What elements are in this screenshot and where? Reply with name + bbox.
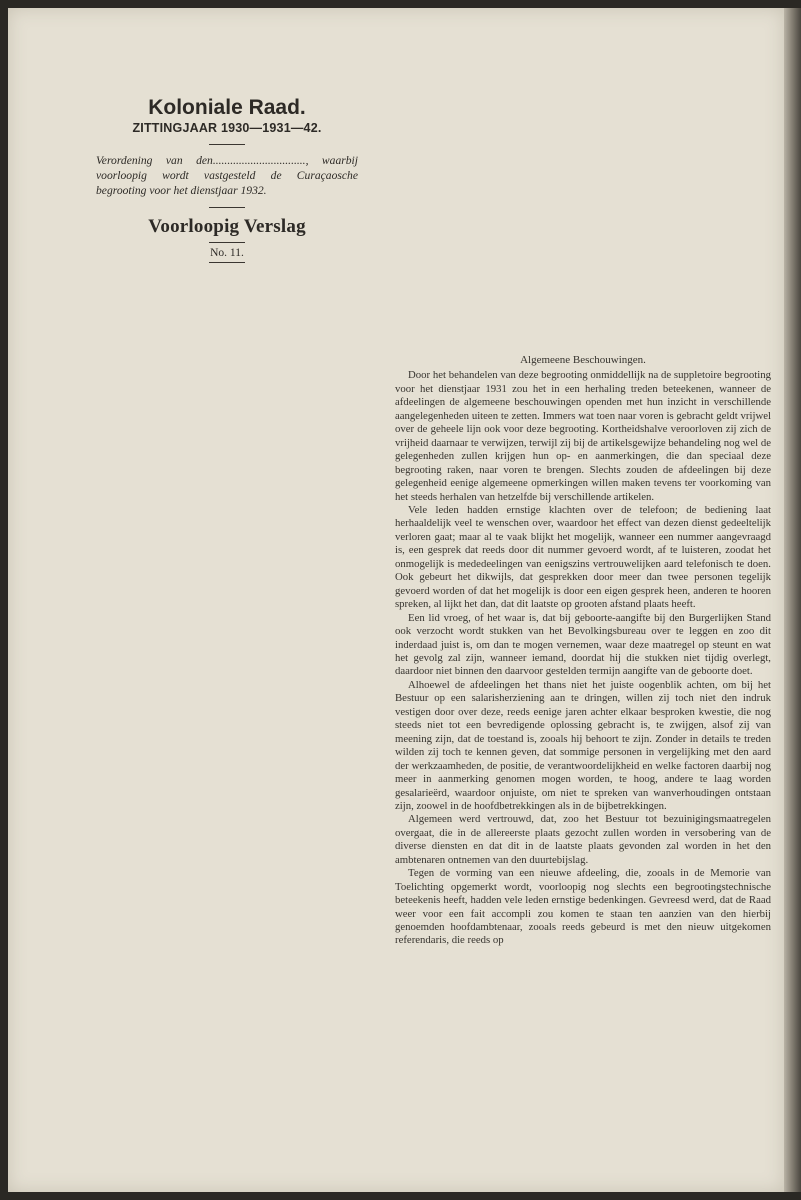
divider [209, 144, 245, 145]
paragraph: Vele leden hadden ernstige klachten over de telefoon; de bediening laat herhaaldelijk veel te wenschen over, waardoor het effect van dezen dienst gedeeltelijk verloren gaat; maar al te vaak blijkt het mogelijk, wanneer een nummer aangevraagd is, een gesprek dat reeds door dit nummer gevoerd wordt, af te luisteren, zoodat het onmogelijk is mededeelingen van eenigszins vertrouwelijken aard telefonisch te doen. Ook gebeurt het dikwijls, dat gesprekken door meer dan twee personen tegelijk gevoerd worden of dat het mogelijk is door een eigen gesprek heen, anderen te hooren spreken, al lijkt het dan, dat dit laatste op grooten afstand plaats heeft. [395, 503, 771, 611]
session-year: ZITTINGJAAR 1930—1931—42. [132, 121, 322, 135]
paragraph: Door het behandelen van deze begrooting onmiddellijk na de suppletoire begrooting voor het dienstjaar 1931 zou het in een herhaling treden beteekenen, wanneer de afdeelingen de algemeene beschouwingen openden met hun inzicht in verschillende aangelegenheden uiteen te zetten. Immers wat toen naar voren is gebracht geldt vrijwel over de geheele lijn ook voor deze begrooting. Kortheidshalve veroorloven zij zich de vrijheid daarnaar te verwijzen, terwijl zij bij de artikelsgewijze behandeling nog wel de gelegenheden zullen krijgen hun op- en aanmerkingen, die dan speciaal deze begrooting raken, naar voren te brengen. Slechts zouden de afdeelingen bij deze gelegenheid eenige algemeene opmerkingen willen maken tevens ter voorkoming van het steeds herhalen van hetzelfde bij verschillende artikelen. [395, 369, 771, 503]
paragraph: Tegen de vorming van een nieuwe afdeeling, die, zooals in de Memorie van Toelichting opgemerkt wordt, voorloopig nog slechts een begrootingstechnische beteekenis heeft, hadden vele leden ernstige bedenkingen. Gevreesd werd, dat de Raad weer voor een fait accompli zou komen te staan ten aanzien van den hierbij genoemden hoofdambtenaar, zooals reeds gebeurd is met den nieuw uitgekomen referendaris, die reeds op [395, 867, 771, 947]
paragraph: Een lid vroeg, of het waar is, dat bij geboorte-aangifte bij den Burgerlijken Stand ook verzocht wordt stukken van het Bevolkingsbureau over te leggen en zoo dit inderdaad juist is, om dan te mogen vernemen, waar deze maatregel op steunt en wat het gevolg zal zijn, wanneer iemand, doordat hij die stukken niet tijdig overlegt, daardoor niet binnen den daarvoor gestelden termijn aangifte van de geboorte doet. [395, 611, 771, 678]
report-number: No. 11. [210, 247, 244, 259]
report-title: Voorloopig Verslag [148, 216, 306, 237]
divider [209, 207, 245, 208]
council-title: Koloniale Raad. [148, 96, 306, 119]
document-page [8, 8, 784, 1192]
body-text [395, 354, 771, 948]
document-header [96, 96, 358, 271]
paragraph: Alhoewel de afdeelingen het thans niet het juiste oogenblik achten, om bij het Bestuur op een salarisherziening aan te dringen, willen zij toch niet den indruk vestigen door over deze, reeds eenige jaren achter elkaar besproken kwestie, die nog steeds niet tot een bevredigende oplossing gebracht is, te zwijgen, alsof zij van meening zijn, dat de toestand is, zooals hij behoort te zijn. Zonder in details te treden wilden zij toch te kennen geven, dat sommige personen in vergelijking met den aard der werkzaamheden, de positie, de verantwoordelijkheid en welke factoren daarbij nog meer in aanmerking genomen mogen worden, te hoog, andere te laag worden gesalarieërd, waardoor onjuiste, om niet te spreken van wanverhoudingen ontstaan zijn, zoowel in de hoofdbetrekkingen als in de bijbetrekkingen. [395, 678, 771, 812]
divider [209, 262, 245, 263]
ordinance-text: Verordening van den................................, waarbij voorloopig wordt vastgesteld de Curaçaosche begrooting voor het dienstjaar 1932. [96, 154, 358, 197]
paragraph: Algemeen werd vertrouwd, dat, zoo het Bestuur tot bezuinigingsmaatregelen overgaat, die in de allereerste plaats gezocht zullen worden in versobering van de diverse diensten en dat dit in de laatste plaats gevonden zal worden in het den ambtenaren ontnemen van den duurtebijslag. [395, 813, 771, 866]
page-edge [784, 8, 801, 1192]
section-heading: Algemeene Beschouwingen. [520, 354, 646, 366]
divider [209, 242, 245, 243]
